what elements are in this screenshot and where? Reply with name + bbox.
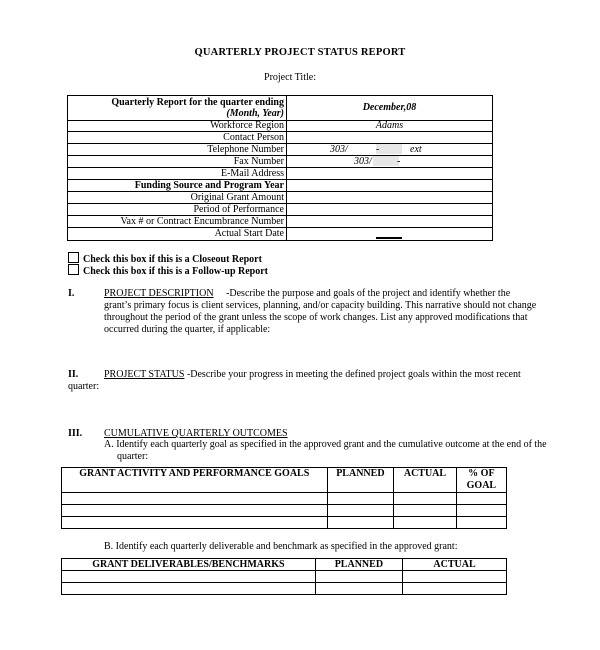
percent-cell[interactable] [456, 493, 506, 505]
followup-checkbox[interactable] [68, 264, 79, 275]
contact-label: Contact Person [223, 132, 284, 143]
goal-cell[interactable] [62, 505, 328, 517]
percent-cell[interactable] [456, 517, 506, 529]
info-row-period [68, 204, 492, 216]
telephone-ext-label: ext [410, 144, 422, 155]
funding-label: Funding Source and Program Year [134, 180, 284, 191]
goals-table [61, 467, 507, 529]
month-year-label: (Month, Year) [226, 108, 284, 119]
deliverables-col-benchmarks: GRANT DELIVERABLES/BENCHMARKS [62, 559, 316, 571]
info-row-grant-amount [68, 192, 492, 204]
table-row [62, 505, 507, 517]
section-1-heading: PROJECT DESCRIPTION [104, 288, 214, 299]
table-row [62, 493, 507, 505]
section-1-line-1: -Describe the purpose and goals of the project and identify whether the [223, 288, 511, 299]
closeout-checkbox[interactable] [68, 252, 79, 263]
fax-dash: - [397, 156, 401, 167]
info-row-fax [68, 156, 492, 168]
telephone-redaction [376, 144, 402, 154]
report-title: QUARTERLY PROJECT STATUS REPORT [194, 47, 406, 58]
section-1-line-3: throughout the period of the grant unless the scope of work changes. List any approved modifications that [104, 312, 528, 323]
deliverables-table [61, 558, 507, 595]
info-row-start-date [68, 228, 492, 239]
section-3-number: III. [68, 428, 83, 439]
section-3-b-line: B. Identify each quarterly deliverable and benchmark as specified in the approved grant: [104, 541, 458, 552]
goals-col-percent [456, 468, 506, 493]
quarter-value[interactable]: December,08 [362, 102, 417, 113]
section-2-line-2: quarter: [68, 381, 100, 392]
report-info-table [67, 95, 493, 241]
actual-cell[interactable] [403, 583, 507, 595]
telephone-area-code[interactable]: 303/ [330, 144, 348, 155]
section-1-line-2: grant’s primary focus is client services, planning, and/or capacity building. This narrative should not change [104, 300, 537, 311]
period-label: Period of Performance [193, 204, 284, 215]
region-label: Workforce Region [210, 120, 284, 131]
benchmark-cell[interactable] [62, 583, 316, 595]
table-row [62, 583, 507, 595]
fax-redaction [373, 156, 399, 166]
followup-checkbox-label: Check this box if this is a Follow-up Report [83, 266, 269, 277]
planned-cell[interactable] [327, 505, 394, 517]
goals-table-header [62, 468, 507, 493]
goals-col-activity: GRANT ACTIVITY AND PERFORMANCE GOALS [62, 468, 328, 493]
fax-label: Fax Number [233, 156, 284, 167]
goal-cell[interactable] [62, 493, 328, 505]
deliverables-col-actual: ACTUAL [403, 559, 507, 571]
goals-col-percent-line2: GOAL [466, 480, 497, 491]
info-row-region [68, 120, 492, 132]
project-title-label: Project Title: [264, 72, 316, 83]
planned-cell[interactable] [327, 493, 394, 505]
section-3-a-line-2: quarter: [117, 451, 149, 462]
section-2-desc: -Describe your progress in meeting the defined project goals within the most recent [184, 369, 521, 380]
goals-col-planned: PLANNED [327, 468, 394, 493]
actual-cell[interactable] [394, 517, 457, 529]
region-value[interactable]: Adams [375, 120, 404, 131]
table-row [62, 517, 507, 529]
actual-cell[interactable] [394, 493, 457, 505]
section-2-heading: PROJECT STATUS [104, 369, 185, 380]
actual-cell[interactable] [394, 505, 457, 517]
email-label: E-Mail Address [220, 168, 284, 179]
planned-cell[interactable] [315, 583, 402, 595]
goals-col-percent-line1: % OF [468, 468, 495, 479]
closeout-checkbox-label: Check this box if this is a Closeout Report [83, 254, 262, 265]
vax-label: Vax # or Contract Encumbrance Number [120, 216, 284, 227]
actual-cell[interactable] [403, 571, 507, 583]
percent-cell[interactable] [456, 505, 506, 517]
info-row-quarter [68, 96, 492, 121]
fax-area-code[interactable]: 303/ [354, 156, 372, 167]
grant-amount-label: Original Grant Amount [190, 192, 284, 203]
followup-checkbox-row[interactable] [68, 264, 268, 277]
info-row-contact [68, 132, 492, 144]
telephone-label: Telephone Number [207, 144, 284, 155]
section-3-a-line-1: A. Identify each quarterly goal as specified in the approved grant and the cumulative outcome at the end of the [104, 439, 547, 450]
info-row-funding [68, 180, 492, 192]
telephone-dash: - [376, 144, 380, 155]
start-date-mark [376, 237, 402, 239]
table-row [62, 571, 507, 583]
goal-cell[interactable] [62, 517, 328, 529]
deliverables-table-header [62, 559, 507, 571]
info-row-telephone [68, 144, 492, 156]
start-date-label: Actual Start Date [214, 228, 284, 239]
benchmark-cell[interactable] [62, 571, 316, 583]
section-2-number: II. [68, 369, 79, 380]
planned-cell[interactable] [315, 571, 402, 583]
planned-cell[interactable] [327, 517, 394, 529]
deliverables-col-planned: PLANNED [315, 559, 402, 571]
goals-col-actual: ACTUAL [394, 468, 457, 493]
section-3-heading: CUMULATIVE QUARTERLY OUTCOMES [104, 428, 288, 439]
section-1-text [104, 288, 544, 336]
section-2-line-1 [104, 369, 521, 380]
info-row-vax [68, 216, 492, 228]
section-1-line-4: occurred during the quarter, if applicable: [104, 324, 271, 335]
quarter-label: Quarterly Report for the quarter ending [111, 97, 284, 108]
info-row-email [68, 168, 492, 180]
section-1-number: I. [68, 288, 75, 299]
